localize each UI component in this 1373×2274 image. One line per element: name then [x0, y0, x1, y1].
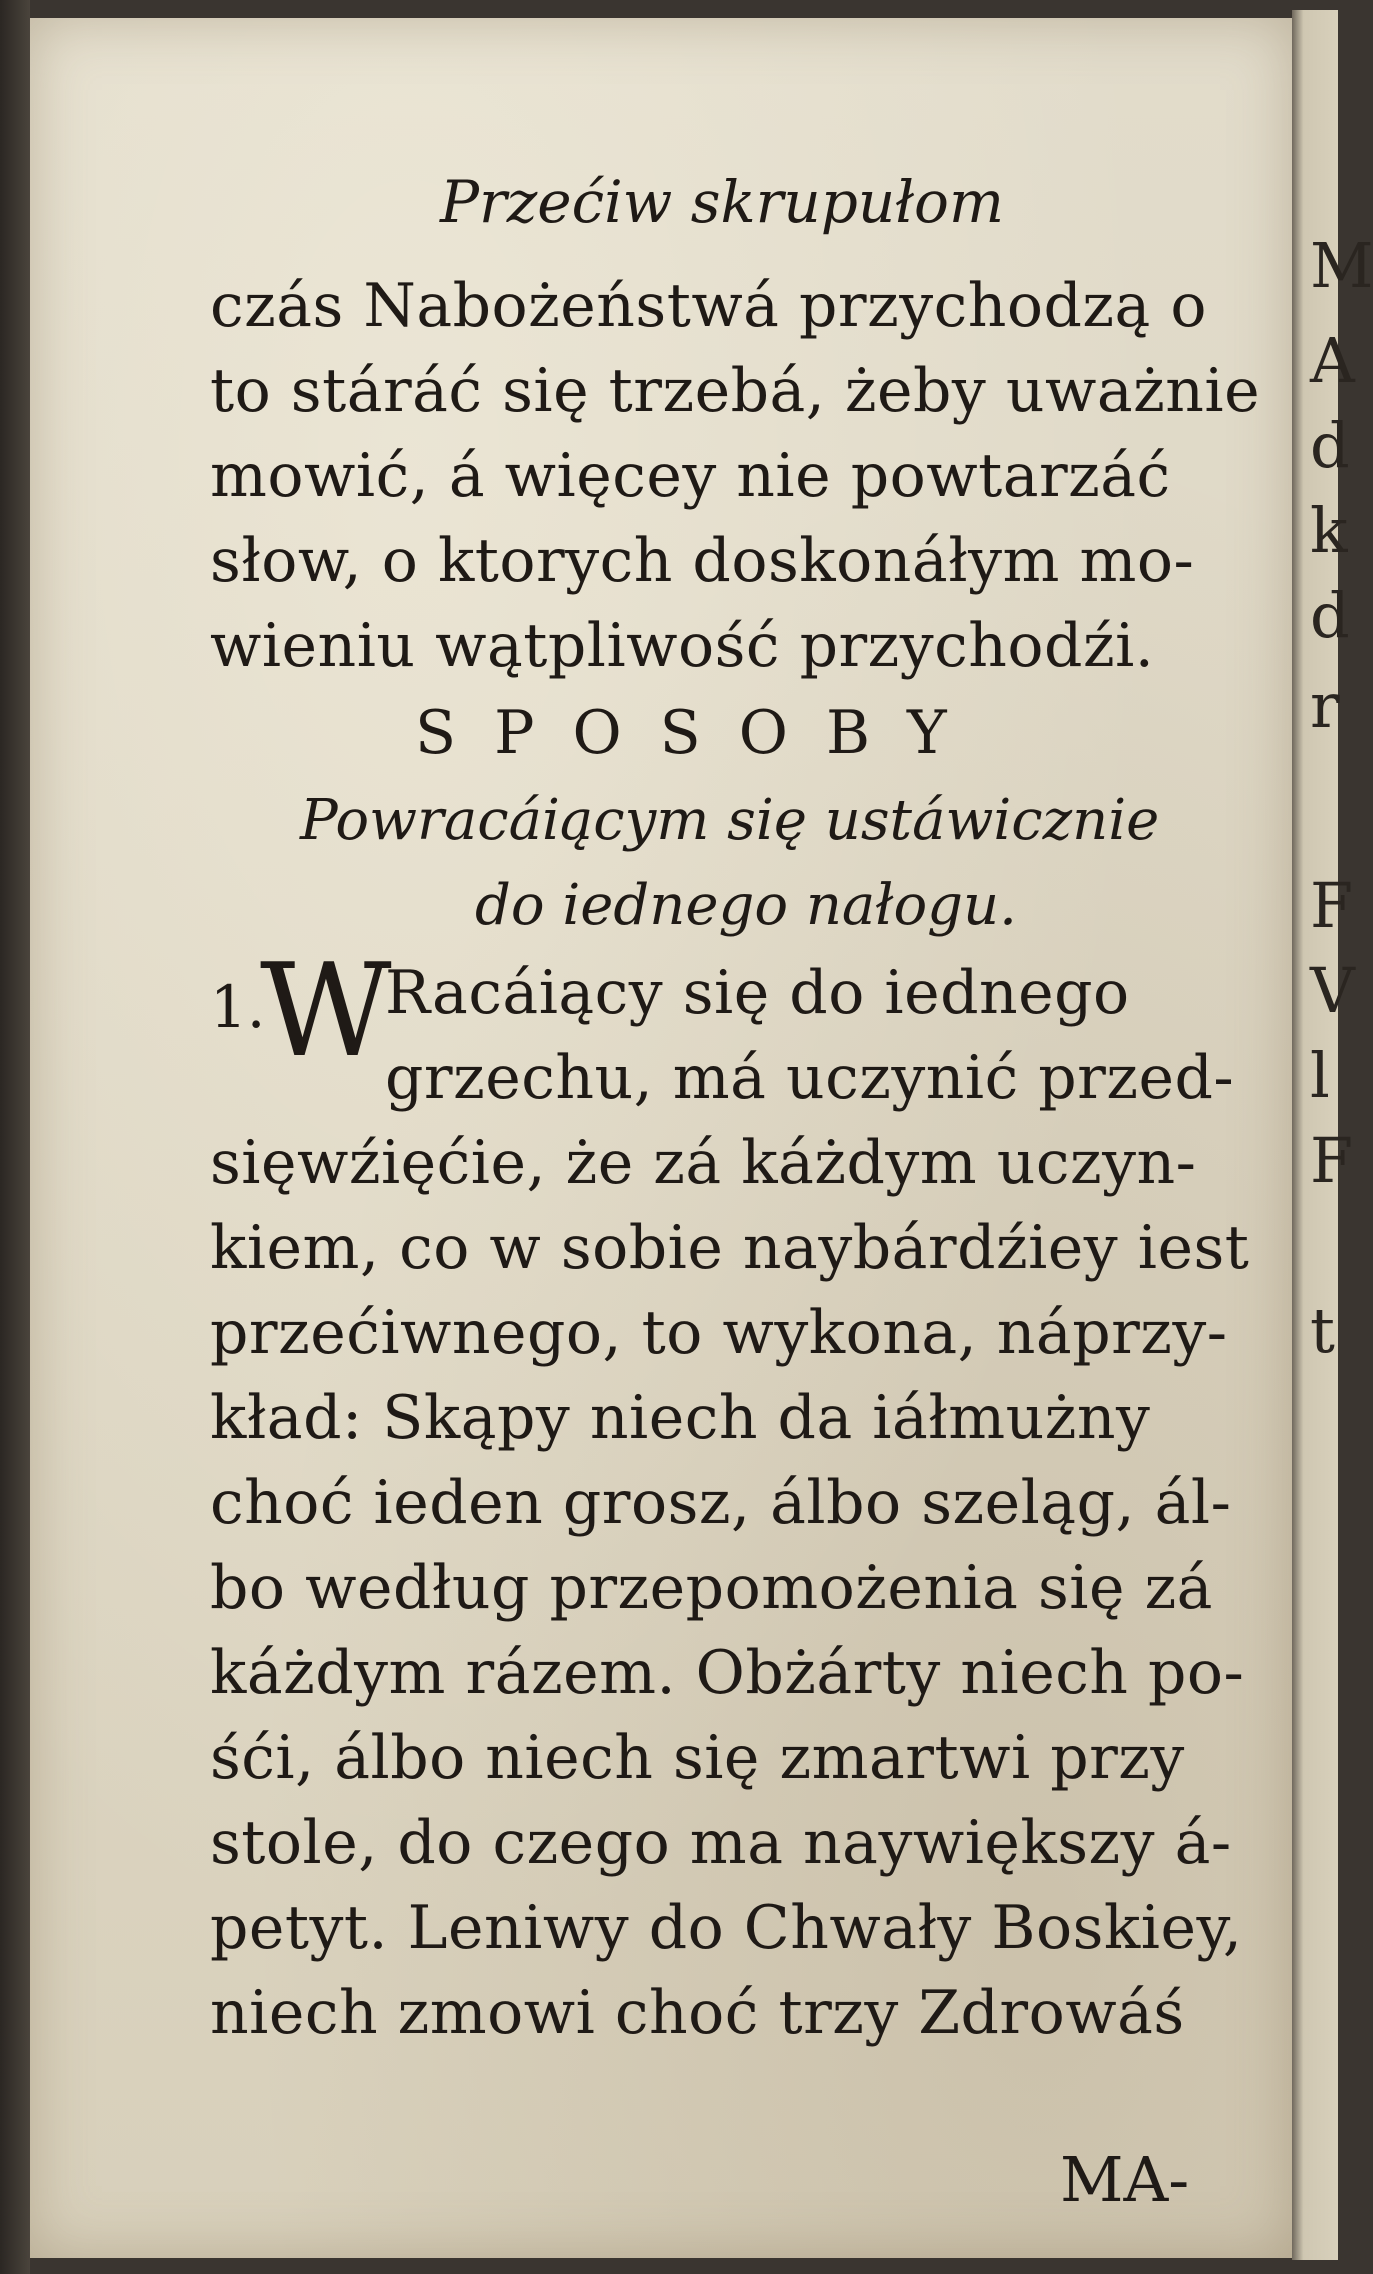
text-line: niech zmowi choć trzy Zdrowáś: [210, 1978, 1185, 2048]
text-line: petyt. Leniwy do Chwały Boskiey,: [210, 1893, 1243, 1963]
adjacent-page-letter: r: [1310, 669, 1340, 742]
text-line: to stáráć się trzebá, żeby uważnie: [210, 356, 1261, 426]
subheading-line: do iednego nałogu.: [475, 873, 1017, 938]
adjacent-page-letter: l: [1310, 1039, 1330, 1112]
section-heading: SPOSOBY: [415, 698, 985, 768]
adjacent-page-edge: [1292, 10, 1373, 2260]
text-line: bo według przepomożenia się zá: [210, 1553, 1213, 1623]
text-line: słow, o ktorych doskonáłym mo-: [210, 526, 1195, 596]
text-line: przećiwnego, to wykona, náprzy-: [210, 1298, 1228, 1368]
ink-stain: [330, 2178, 420, 2204]
text-line: káżdym rázem. Obżárty niech po-: [210, 1638, 1245, 1708]
text-line: choć ieden grosz, álbo szeląg, ál-: [210, 1468, 1232, 1538]
adjacent-page-letter: F: [1310, 1124, 1354, 1197]
text-line: Racáiący się do iednego: [385, 958, 1130, 1028]
adjacent-page-letter: V: [1310, 954, 1355, 1027]
adjacent-page-letter: F: [1310, 869, 1354, 942]
adjacent-page-letter: M: [1310, 229, 1373, 302]
text-line: mowić, á więcey nie powtarzáć: [210, 441, 1171, 511]
text-line: kiem, co w sobie naybárdźiey iest: [210, 1213, 1250, 1283]
background-edge: [0, 0, 30, 2274]
text-line: wieniu wątpliwość przychodźi.: [210, 611, 1155, 681]
adjacent-page-letter: k: [1310, 494, 1348, 567]
text-line: stole, do czego ma naywiększy á-: [210, 1808, 1232, 1878]
subheading-line: Powracáiącym się ustáwicznie: [300, 788, 1160, 853]
text-line: grzechu, má uczynić przed-: [385, 1043, 1235, 1113]
adjacent-page-letter: d: [1310, 579, 1350, 652]
adjacent-page-letter: A: [1310, 324, 1355, 397]
adjacent-page-letter: d: [1310, 409, 1350, 482]
text-line: czás Nabożeństwá przychodzą o: [210, 271, 1207, 341]
paragraph-number: 1.: [210, 973, 266, 1041]
text-line: kład: Skąpy niech da iáłmużny: [210, 1383, 1151, 1453]
running-head: Przećiw skrupułom: [440, 168, 1004, 236]
book-page: [30, 18, 1292, 2258]
text-line: sięwźięćie, że zá káżdym uczyn-: [210, 1128, 1197, 1198]
text-line: śći, álbo niech się zmartwi przy: [210, 1723, 1185, 1793]
drop-cap: W: [260, 937, 392, 1086]
adjacent-page-letter: t: [1310, 1294, 1335, 1367]
catchword: MA-: [1060, 2143, 1190, 2216]
